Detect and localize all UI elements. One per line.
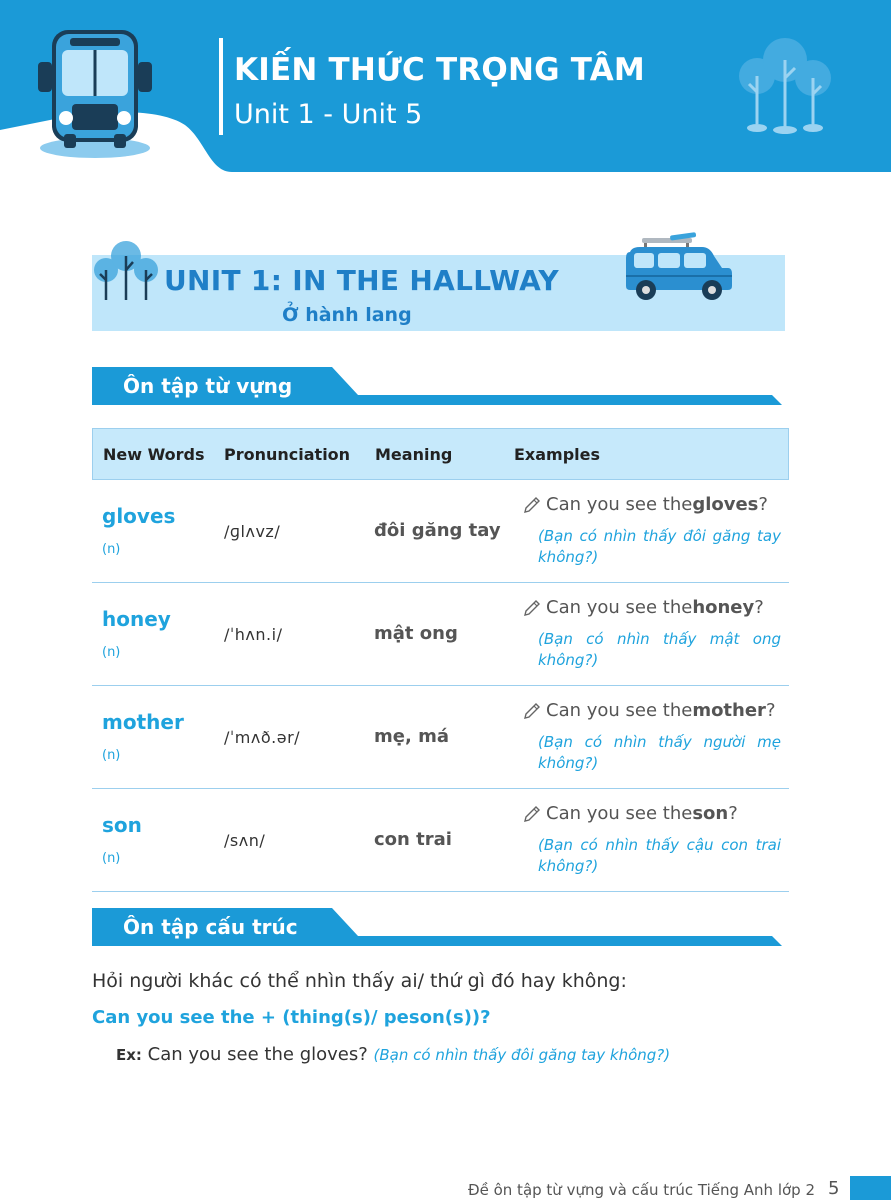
pencil-icon [522,598,542,618]
pronunciation: /sʌn/ [224,831,266,850]
unit-title: UNIT 1: IN THE HALLWAY [164,264,559,297]
example-end: ? [765,700,776,721]
word: gloves [102,504,176,528]
section-header-structure [92,908,782,946]
example-text: Can you see the [546,494,693,515]
meaning: con trai [374,829,452,850]
example-sentence [522,494,768,515]
column-header-meaning: Meaning [375,445,453,464]
column-header-new-words: New Words [103,445,205,464]
example-translation: (Bạn có nhìn thấy cậu con trai không?) [538,836,781,875]
structure-formula: Can you see the + (thing(s)/ peson(s))? [92,1007,491,1028]
example-sentence [522,700,776,721]
pronunciation: /ˈhʌn.i/ [224,625,283,644]
footer-accent-bar [850,1176,891,1200]
example-keyword: son [692,803,729,824]
table-header-row [92,428,789,480]
example-translation: (Bạn có nhìn thấy đôi găng tay không?) [538,527,781,566]
meaning: mẹ, má [374,726,449,747]
table-row [92,789,789,892]
vocabulary-table [92,428,789,892]
section-label: Ôn tập từ vựng [123,374,293,398]
unit-subtitle: Ở hành lang [282,304,412,326]
column-header-pronunciation: Pronunciation [224,445,351,464]
part-of-speech: (n) [102,542,121,557]
example-keyword: mother [692,700,766,721]
car-icon [622,232,736,304]
footer-book-title: Đề ôn tập từ vựng và cấu trúc Tiếng Anh lớp 2 [467,1181,815,1199]
example-end: ? [758,494,768,515]
example-translation: (Bạn có nhìn thấy người mẹ không?) [538,733,781,772]
meaning: đôi găng tay [374,520,501,541]
page-number: 5 [828,1178,840,1199]
example-end: ? [728,803,738,824]
section-header-vocabulary [92,367,782,405]
word: mother [102,710,184,734]
example-translation: (Bạn có nhìn thấy mật ong không?) [538,630,781,669]
part-of-speech: (n) [102,645,121,660]
pencil-icon [522,495,542,515]
example-label: Ex: [116,1046,142,1064]
example-sentence [522,597,764,618]
example-keyword: honey [692,597,755,618]
page-subtitle: Unit 1 - Unit 5 [234,99,423,130]
column-header-examples: Examples [514,445,601,464]
example-text: Can you see the [546,597,693,618]
example-text: Can you see the [546,803,693,824]
trees-icon [735,36,835,136]
pencil-icon [522,804,542,824]
table-row [92,686,789,789]
word: son [102,813,142,837]
table-row [92,480,789,583]
example-translation: (Bạn có nhìn thấy đôi găng tay không?) [373,1046,671,1064]
bus-icon [30,22,160,167]
pronunciation: /ɡlʌvz/ [224,522,281,541]
pencil-icon [522,701,542,721]
trees-icon [92,240,162,302]
table-row [92,583,789,686]
part-of-speech: (n) [102,851,121,866]
example-sentence [522,803,738,824]
example-sentence: Can you see the gloves? [147,1044,368,1065]
example-end: ? [754,597,764,618]
header-divider [219,38,223,135]
word: honey [102,607,171,631]
structure-example [116,1044,670,1065]
page-title: KIẾN THỨC TRỌNG TÂM [234,52,645,88]
meaning: mật ong [374,623,458,644]
part-of-speech: (n) [102,748,121,763]
section-label: Ôn tập cấu trúc [123,915,298,939]
structure-description: Hỏi người khác có thể nhìn thấy ai/ thứ gì đó hay không: [92,970,627,992]
example-keyword: gloves [692,494,759,515]
pronunciation: /ˈmʌð.ər/ [224,728,301,747]
example-text: Can you see the [546,700,693,721]
